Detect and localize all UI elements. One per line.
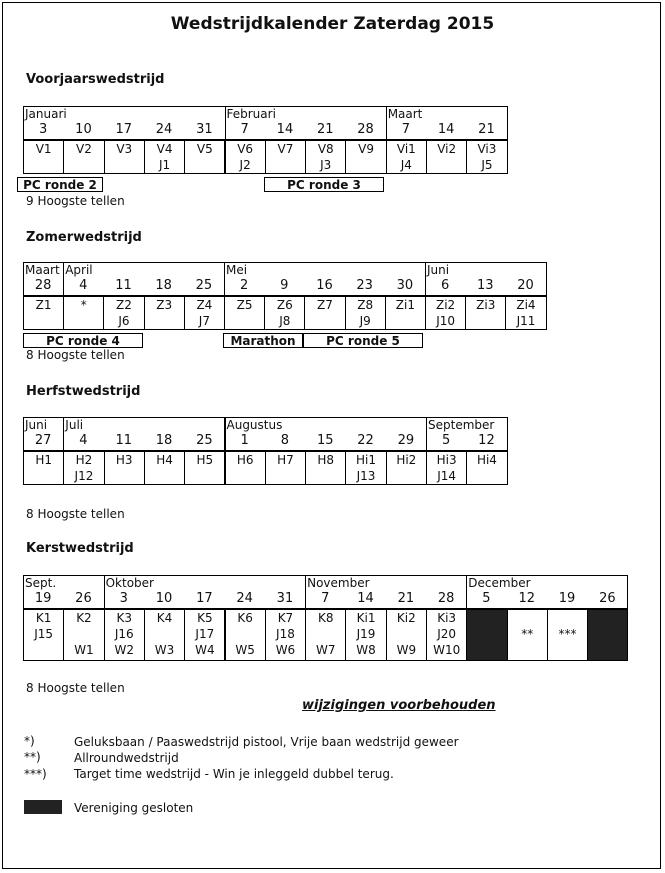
- match-code: H8: [317, 453, 335, 467]
- match-cell: [466, 451, 507, 485]
- match-code: J3: [320, 158, 332, 172]
- match-code: [225, 314, 264, 330]
- date-label: 11: [115, 433, 133, 448]
- match-code: Z2: [116, 298, 132, 312]
- match-code: Hi3: [436, 453, 457, 467]
- date-label: 12: [518, 591, 536, 606]
- match-code: K1: [35, 611, 52, 625]
- match-cell: [104, 451, 145, 485]
- match-code: K5: [197, 611, 213, 625]
- match-code: [24, 314, 63, 330]
- month-label: Sept.: [25, 576, 57, 590]
- match-code: W6: [275, 643, 296, 657]
- match-code: V4: [156, 142, 173, 156]
- match-code: J2: [239, 158, 251, 172]
- match-code: [467, 627, 506, 643]
- date-label: 18: [155, 278, 172, 293]
- match-code: H1: [35, 453, 52, 467]
- date-label: 4: [79, 433, 88, 448]
- month-label: Juli: [65, 418, 84, 432]
- match-code: [306, 627, 345, 643]
- month-label: Februari: [226, 107, 276, 121]
- match-code: J8: [279, 314, 291, 328]
- match-code: Zi4: [516, 298, 536, 312]
- date-label: 28: [437, 591, 455, 606]
- date-label: 1: [240, 433, 249, 448]
- match-code: K4: [156, 611, 173, 625]
- match-code: K8: [317, 611, 334, 625]
- match-code: H3: [115, 453, 133, 467]
- match-code: [508, 611, 547, 627]
- date-label: 21: [316, 122, 334, 137]
- match-code: Vi2: [437, 142, 457, 156]
- match-code: J14: [437, 469, 457, 483]
- match-code: Vi3: [477, 142, 497, 156]
- match-cell: [385, 296, 426, 330]
- month-label: Augustus: [226, 418, 283, 432]
- match-cell: [547, 609, 588, 661]
- match-cell: [63, 296, 104, 330]
- match-code: K3: [116, 611, 132, 625]
- match-code: J7: [198, 314, 210, 328]
- legend-text-2: Allroundwedstrijd: [74, 751, 179, 765]
- match-code: J4: [400, 158, 412, 172]
- month-label: Januari: [25, 107, 67, 121]
- match-cell: [264, 296, 305, 330]
- match-code: [508, 643, 547, 659]
- match-code: [24, 469, 63, 485]
- match-code: [588, 611, 627, 627]
- match-code: [185, 469, 224, 485]
- match-code: W9: [396, 643, 417, 657]
- match-cell: [466, 140, 507, 174]
- date-label: 21: [397, 591, 415, 606]
- match-code: W2: [114, 643, 134, 657]
- match-code: [24, 643, 63, 659]
- date-label: 4: [79, 278, 88, 293]
- match-cell: [104, 609, 145, 661]
- month-label: Oktober: [105, 576, 154, 590]
- match-code: [105, 469, 144, 485]
- section-title-herfst: Herfstwedstrijd: [26, 384, 141, 399]
- match-cell: [144, 140, 185, 174]
- match-code: Hi2: [396, 453, 417, 467]
- date-label: 3: [39, 122, 48, 137]
- date-label: 29: [397, 433, 415, 448]
- match-code: Zi3: [476, 298, 496, 312]
- month-label: Maart: [387, 107, 423, 121]
- match-code: [266, 158, 305, 174]
- match-cell: [426, 451, 467, 485]
- match-code: J20: [437, 627, 457, 641]
- match-cell: [23, 140, 64, 174]
- match-cell: [63, 140, 104, 174]
- date-label: 22: [357, 433, 374, 448]
- legend-symbol-1: *): [24, 734, 35, 748]
- match-code: J13: [356, 469, 376, 483]
- round-label: PC ronde 3: [264, 177, 384, 192]
- match-code: V3: [116, 142, 133, 156]
- reservation-note: wijzigingen voorbehouden: [302, 698, 496, 713]
- match-cell: [345, 140, 386, 174]
- match-code: H5: [196, 453, 214, 467]
- match-code: Ki1: [356, 611, 376, 625]
- match-code: [105, 158, 144, 174]
- date-label: 8: [280, 433, 290, 448]
- match-cell: [345, 451, 386, 485]
- match-code: [386, 314, 425, 330]
- date-label: 15: [316, 433, 334, 448]
- month-label: Juni: [25, 418, 48, 432]
- match-code: [548, 643, 587, 659]
- date-label: 7: [321, 591, 330, 606]
- date-label: 13: [477, 278, 494, 293]
- match-cell: [305, 451, 346, 485]
- match-code: Z6: [276, 298, 293, 312]
- match-cell: [184, 451, 225, 485]
- match-code: Ki2: [396, 611, 416, 625]
- match-cell: [465, 296, 506, 330]
- match-code: V8: [317, 142, 334, 156]
- match-cell: [225, 140, 266, 174]
- match-code: V5: [196, 142, 213, 156]
- match-code: [64, 158, 103, 174]
- match-code: J16: [114, 627, 134, 641]
- date-label: 31: [196, 122, 213, 137]
- match-cell: [265, 609, 306, 661]
- section-title-voorjaar: Voorjaarswedstrijd: [26, 72, 165, 87]
- match-code: [467, 469, 506, 485]
- match-cell: [587, 609, 628, 661]
- match-code: H4: [156, 453, 173, 467]
- date-label: 6: [440, 278, 450, 293]
- date-label: 24: [155, 122, 173, 137]
- match-code: J5: [481, 158, 493, 172]
- month-label: Juni: [427, 263, 450, 277]
- round-label: PC ronde 2: [17, 177, 103, 192]
- month-label: September: [428, 418, 495, 432]
- match-code: Vi1: [396, 142, 416, 156]
- date-label: 28: [34, 278, 52, 293]
- match-code: [427, 158, 466, 174]
- match-cell: [23, 609, 64, 661]
- date-label: 26: [599, 591, 616, 606]
- match-code: J18: [276, 627, 295, 641]
- date-label: 17: [196, 591, 213, 606]
- match-code: [24, 158, 63, 174]
- match-code: [588, 643, 627, 659]
- match-code: Z7: [317, 298, 333, 312]
- match-cell: [426, 140, 467, 174]
- match-cell: [505, 296, 546, 330]
- match-code: Z3: [156, 298, 173, 312]
- match-code: Z4: [196, 298, 213, 312]
- date-label: 14: [437, 122, 455, 137]
- legend-text-3: Target time wedstrijd - Win je inleggeld dubbel terug.: [74, 767, 394, 781]
- match-cell: [103, 296, 144, 330]
- match-code: [387, 469, 426, 485]
- match-code: Z8: [357, 298, 374, 312]
- match-code: W4: [195, 643, 215, 657]
- match-cell: [144, 609, 185, 661]
- match-cell: [23, 296, 64, 330]
- match-code: K7: [277, 611, 294, 625]
- date-label: 11: [115, 278, 132, 293]
- date-label: 26: [75, 591, 92, 606]
- match-cell: [184, 609, 225, 661]
- match-cell: [305, 140, 346, 174]
- match-code: J1: [158, 158, 171, 172]
- match-code: [467, 643, 506, 659]
- match-cell: [184, 140, 225, 174]
- month-label: April: [65, 263, 93, 277]
- date-label: 2: [239, 278, 249, 293]
- round-label: Marathon: [223, 333, 303, 348]
- legend-text-closed: Vereniging gesloten: [74, 801, 194, 815]
- date-label: 25: [195, 278, 213, 293]
- match-code: [226, 627, 265, 643]
- date-label: 10: [155, 591, 173, 606]
- section-title-zomer: Zomerwedstrijd: [26, 230, 142, 245]
- match-code: Zi2: [435, 298, 456, 312]
- note-zomer: 8 Hoogste tellen: [26, 348, 125, 362]
- match-cell: [426, 609, 467, 661]
- match-cell: [265, 140, 306, 174]
- match-code: J10: [436, 314, 455, 328]
- match-cell: [225, 609, 266, 661]
- match-cell: [184, 296, 225, 330]
- date-label: 9: [280, 278, 289, 293]
- note-kerst: 8 Hoogste tellen: [26, 681, 125, 695]
- match-code: [226, 469, 265, 485]
- match-code: **: [521, 627, 534, 641]
- match-cell: [104, 140, 145, 174]
- match-code: J9: [359, 314, 371, 328]
- legend-closed-swatch: [24, 800, 62, 814]
- date-label: 14: [276, 122, 294, 137]
- match-code: [548, 611, 587, 627]
- match-cell: [425, 296, 466, 330]
- legend-text-1: Geluksbaan / Paaswedstrijd pistool, Vrije baan wedstrijd geweer: [74, 735, 459, 749]
- match-code: ***: [558, 627, 577, 641]
- match-code: [346, 158, 385, 174]
- match-cell: [23, 451, 64, 485]
- match-code: H7: [277, 453, 294, 467]
- match-cell: [386, 140, 427, 174]
- match-cell: [225, 451, 266, 485]
- date-label: 16: [316, 278, 333, 293]
- match-code: W8: [356, 643, 376, 657]
- match-code: W3: [154, 643, 175, 657]
- match-code: [387, 627, 426, 643]
- date-label: 12: [478, 433, 495, 448]
- match-code: [64, 627, 103, 643]
- date-label: 25: [196, 433, 213, 448]
- match-cell: [507, 609, 548, 661]
- match-code: H6: [236, 453, 254, 467]
- match-code: J6: [118, 314, 130, 328]
- match-code: J17: [195, 627, 215, 641]
- match-cell: [386, 451, 427, 485]
- match-code: [467, 611, 506, 627]
- section-title-kerst: Kerstwedstrijd: [26, 541, 134, 556]
- match-code: [305, 314, 344, 330]
- month-label: Maart: [25, 263, 60, 277]
- month-label: November: [307, 576, 370, 590]
- match-code: W7: [315, 643, 336, 657]
- match-cell: [345, 609, 386, 661]
- date-label: 20: [517, 278, 534, 293]
- date-label: 23: [356, 278, 373, 293]
- date-label: 18: [155, 433, 173, 448]
- date-label: 5: [482, 591, 491, 606]
- match-cell: [386, 609, 427, 661]
- match-code: V2: [76, 142, 92, 156]
- match-code: W10: [433, 643, 461, 657]
- match-cell: [466, 609, 507, 661]
- note-herfst: 8 Hoogste tellen: [26, 507, 125, 521]
- date-label: 21: [478, 122, 495, 137]
- date-label: 10: [75, 122, 92, 137]
- match-code: [145, 627, 184, 643]
- match-code: V7: [277, 142, 294, 156]
- match-cell: [304, 296, 345, 330]
- round-label: PC ronde 5: [303, 333, 423, 348]
- match-cell: [224, 296, 265, 330]
- match-code: V6: [237, 142, 254, 156]
- match-cell: [265, 451, 306, 485]
- match-code: H2: [75, 453, 93, 467]
- month-label: Mei: [226, 263, 248, 277]
- date-label: 5: [442, 433, 451, 448]
- date-label: 30: [396, 278, 414, 293]
- date-label: 14: [357, 591, 374, 606]
- match-code: [145, 469, 184, 485]
- match-code: [306, 469, 345, 485]
- match-cell: [144, 451, 185, 485]
- match-cell: [345, 296, 386, 330]
- month-label: December: [468, 576, 531, 590]
- date-label: 7: [240, 122, 249, 137]
- match-code: K2: [76, 611, 92, 625]
- match-code: V1: [35, 142, 52, 156]
- date-label: 19: [34, 591, 52, 606]
- match-cell: [305, 609, 346, 661]
- match-code: J15: [34, 627, 54, 641]
- date-label: 24: [236, 591, 253, 606]
- match-code: [145, 314, 184, 330]
- match-code: *: [80, 298, 87, 312]
- legend-symbol-2: **): [24, 750, 41, 764]
- date-label: 3: [119, 591, 128, 606]
- match-code: [266, 469, 305, 485]
- match-code: J12: [74, 469, 94, 483]
- match-code: Z5: [236, 298, 253, 312]
- match-code: Zi1: [395, 298, 415, 312]
- match-code: [588, 627, 627, 643]
- date-label: 19: [558, 591, 576, 606]
- page-title: Wedstrijdkalender Zaterdag 2015: [170, 14, 495, 34]
- legend-symbol-3: ***): [24, 767, 47, 781]
- match-code: [64, 314, 103, 330]
- date-label: 31: [276, 591, 294, 606]
- date-label: 7: [401, 122, 410, 137]
- match-cell: [63, 609, 104, 661]
- date-label: 27: [34, 433, 52, 448]
- match-code: Hi4: [476, 453, 497, 467]
- round-label: PC ronde 4: [23, 333, 143, 348]
- match-code: W5: [235, 643, 255, 657]
- date-label: 17: [115, 122, 133, 137]
- match-code: Z1: [35, 298, 52, 312]
- match-code: J11: [516, 314, 536, 328]
- match-code: W1: [74, 643, 94, 657]
- note-voorjaar: 9 Hoogste tellen: [26, 194, 125, 208]
- match-code: J19: [356, 627, 376, 641]
- match-code: Ki3: [437, 611, 457, 625]
- match-code: [185, 158, 224, 174]
- match-cell: [144, 296, 185, 330]
- date-label: 28: [357, 122, 374, 137]
- match-code: K6: [237, 611, 253, 625]
- match-code: [466, 314, 505, 330]
- match-cell: [63, 451, 104, 485]
- match-code: Hi1: [356, 453, 377, 467]
- match-code: V9: [358, 142, 374, 156]
